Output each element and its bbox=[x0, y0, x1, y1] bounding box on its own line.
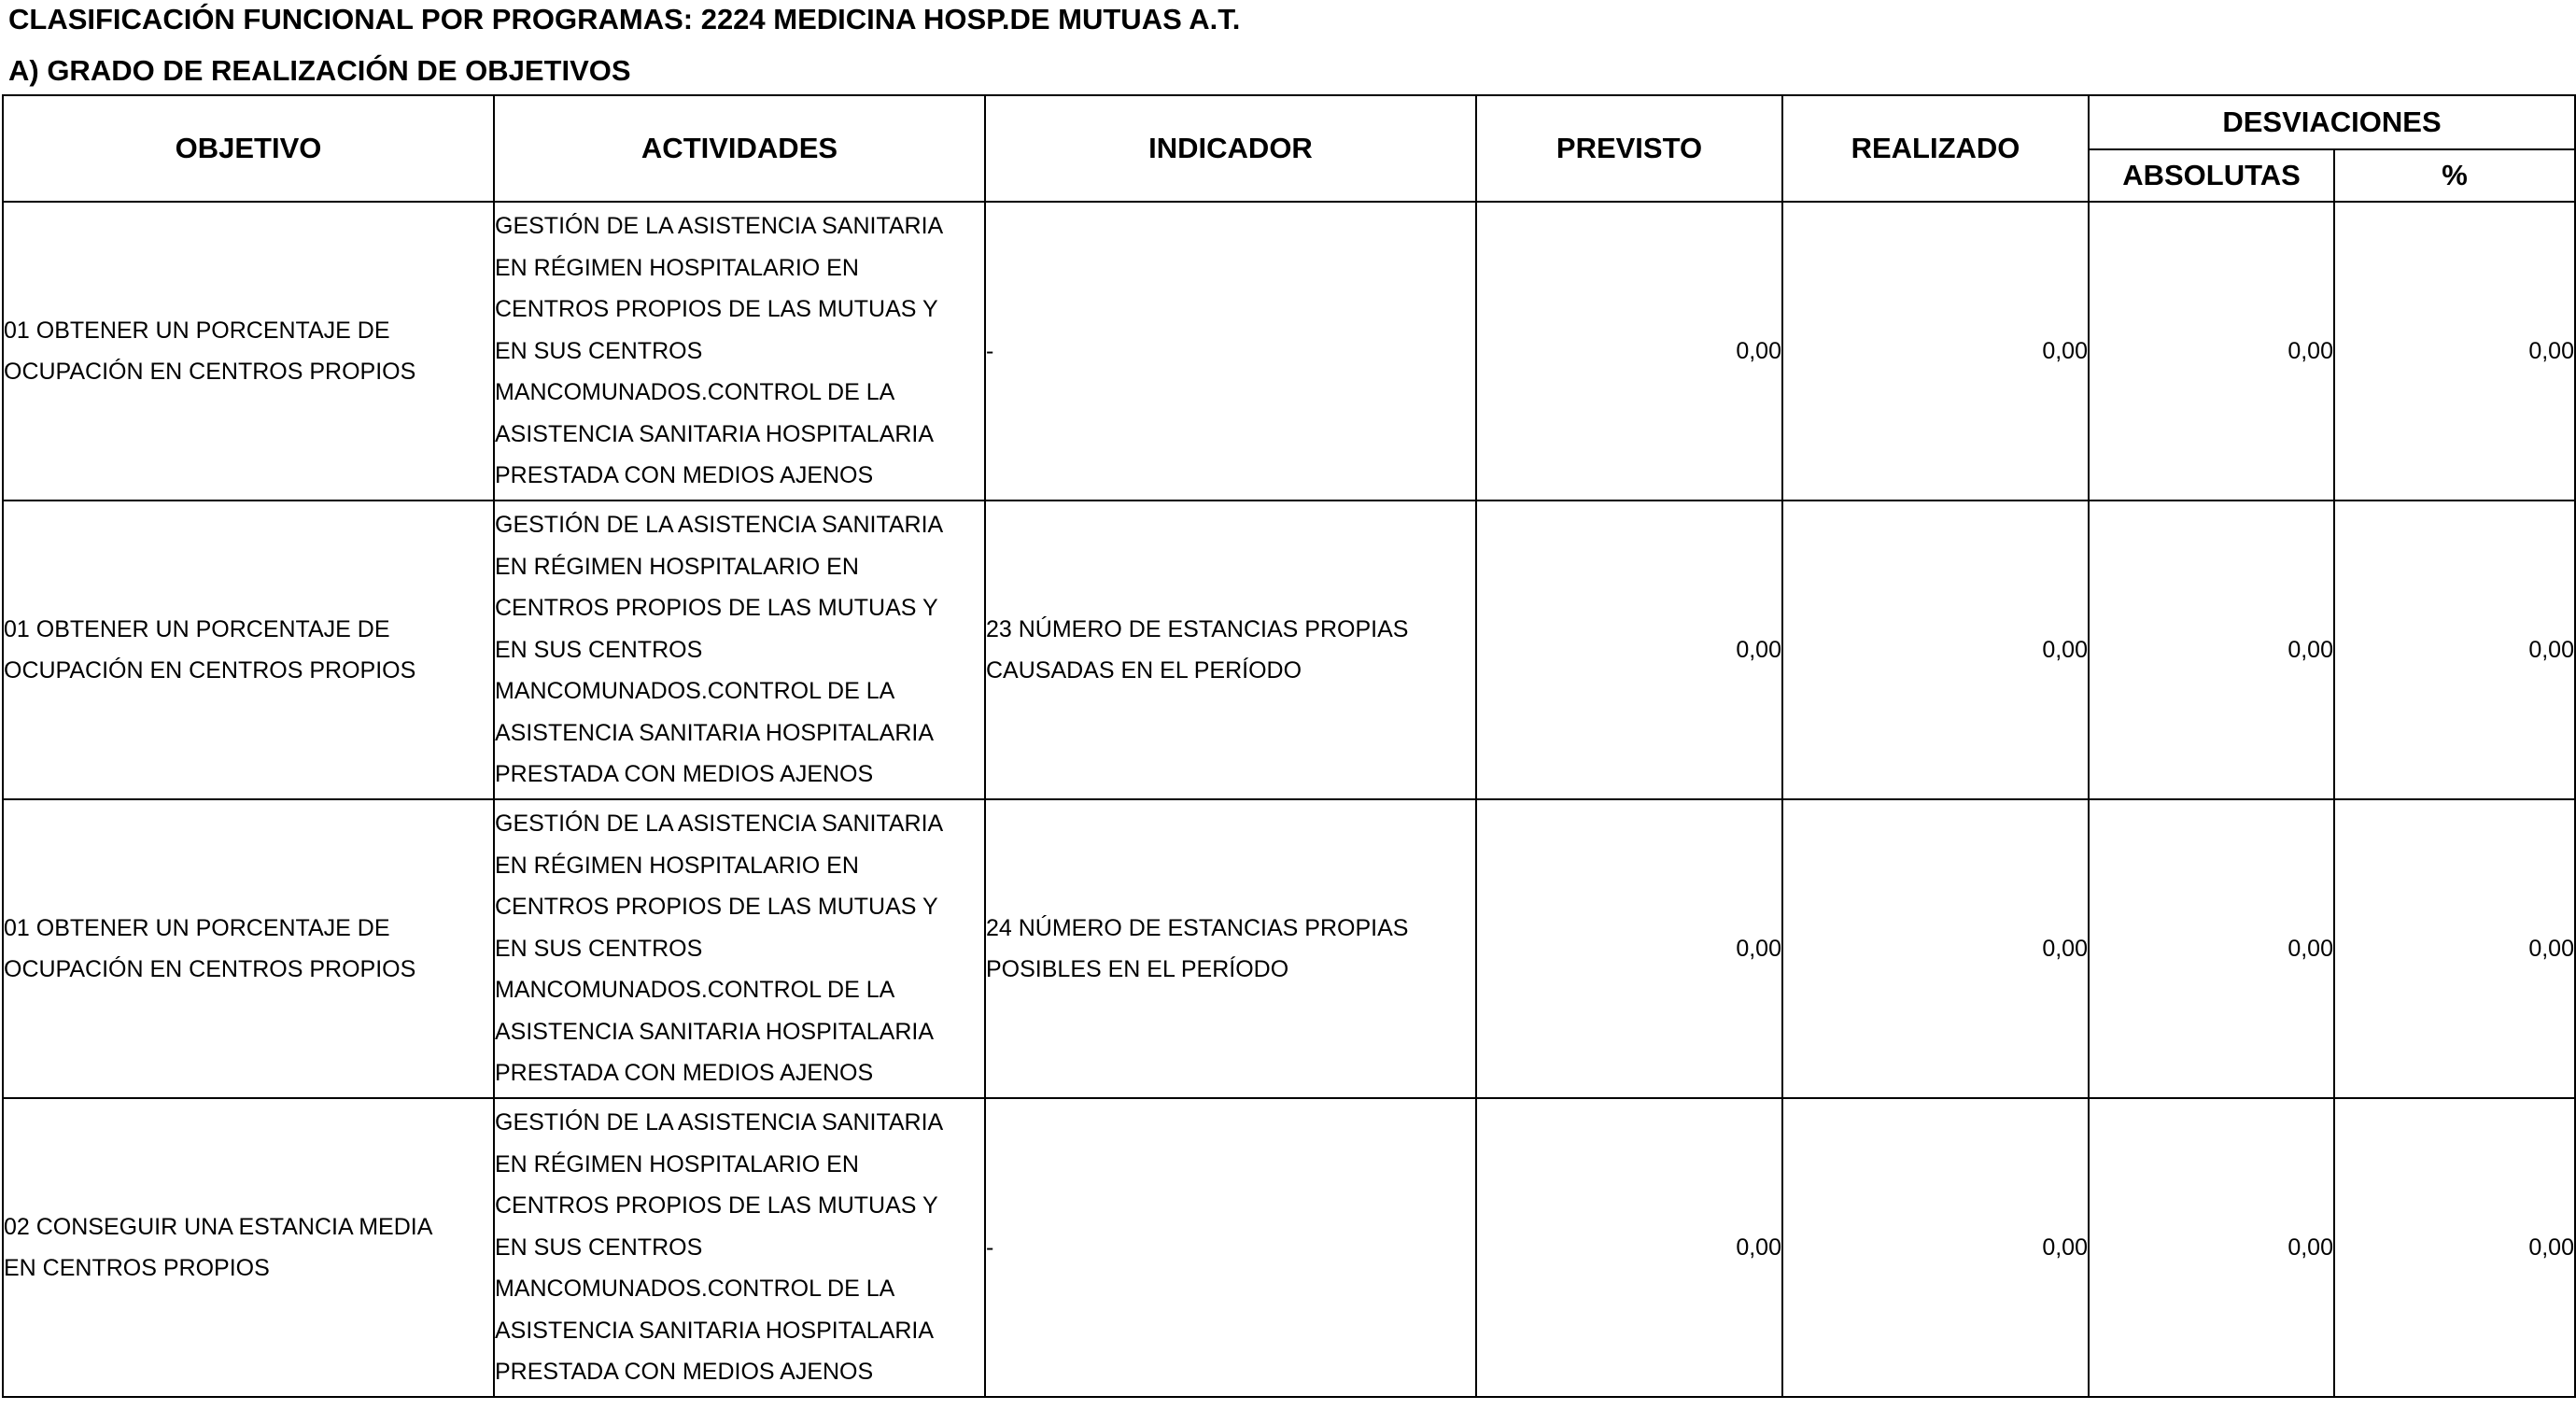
document-title: CLASIFICACIÓN FUNCIONAL POR PROGRAMAS: 2224 MEDICINA HOSP.DE MUTUAS A.T. bbox=[8, 3, 1241, 35]
objetivo-cell-line: 02 CONSEGUIR UNA ESTANCIA MEDIA bbox=[4, 1213, 433, 1240]
actividades-cell-line: PRESTADA CON MEDIOS AJENOS bbox=[495, 1060, 874, 1087]
indicador-cell-line: CAUSADAS EN EL PERÍODO bbox=[986, 657, 1302, 684]
actividades-cell bbox=[494, 1098, 985, 1397]
actividades-cell bbox=[494, 202, 985, 501]
objetivo-cell-line: 01 OBTENER UN PORCENTAJE DE bbox=[4, 317, 390, 344]
objetivo-cell-line: EN CENTROS PROPIOS bbox=[4, 1255, 270, 1281]
table-row bbox=[3, 501, 2575, 799]
actividades-cell-line: EN SUS CENTROS bbox=[495, 636, 703, 663]
objetivo-cell-line: OCUPACIÓN EN CENTROS PROPIOS bbox=[4, 359, 416, 385]
objetivo-cell bbox=[3, 202, 494, 501]
actividades-cell-line: ASISTENCIA SANITARIA HOSPITALARIA bbox=[495, 420, 935, 447]
actividades-cell-line: EN RÉGIMEN HOSPITALARIO EN bbox=[495, 254, 859, 281]
indicador-cell-line: 24 NÚMERO DE ESTANCIAS PROPIAS bbox=[986, 914, 1409, 941]
column-header-actividades: ACTIVIDADES bbox=[494, 95, 985, 202]
column-header-indicador: INDICADOR bbox=[985, 95, 1476, 202]
actividades-cell bbox=[494, 501, 985, 799]
previsto-cell: 0,00 bbox=[1476, 202, 1782, 501]
column-header-absolutas: ABSOLUTAS bbox=[2089, 149, 2334, 202]
porcentaje-cell: 0,00 bbox=[2334, 202, 2575, 501]
realizado-cell: 0,00 bbox=[1782, 799, 2089, 1098]
objetivo-cell bbox=[3, 501, 494, 799]
objetivo-cell-line: OCUPACIÓN EN CENTROS PROPIOS bbox=[4, 956, 416, 982]
section-title: A) GRADO DE REALIZACIÓN DE OBJETIVOS bbox=[8, 54, 631, 87]
absolutas-cell: 0,00 bbox=[2089, 501, 2334, 799]
actividades-cell-line: MANCOMUNADOS.CONTROL DE LA bbox=[495, 379, 895, 406]
previsto-cell: 0,00 bbox=[1476, 799, 1782, 1098]
actividades-cell-line: ASISTENCIA SANITARIA HOSPITALARIA bbox=[495, 1018, 935, 1045]
objetivo-cell-line: 01 OBTENER UN PORCENTAJE DE bbox=[4, 615, 390, 642]
porcentaje-cell: 0,00 bbox=[2334, 1098, 2575, 1397]
actividades-cell-line: ASISTENCIA SANITARIA HOSPITALARIA bbox=[495, 1317, 935, 1344]
actividades-cell-line: MANCOMUNADOS.CONTROL DE LA bbox=[495, 1276, 895, 1303]
indicador-cell bbox=[985, 799, 1476, 1098]
indicador-cell-line: - bbox=[986, 1234, 994, 1261]
actividades-cell-line: MANCOMUNADOS.CONTROL DE LA bbox=[495, 977, 895, 1004]
actividades-cell-line: EN RÉGIMEN HOSPITALARIO EN bbox=[495, 852, 859, 879]
indicador-cell bbox=[985, 501, 1476, 799]
actividades-cell-line: PRESTADA CON MEDIOS AJENOS bbox=[495, 761, 874, 788]
actividades-cell-line: GESTIÓN DE LA ASISTENCIA SANITARIA bbox=[495, 512, 944, 539]
actividades-cell-line: GESTIÓN DE LA ASISTENCIA SANITARIA bbox=[495, 213, 944, 240]
indicador-cell-line: POSIBLES EN EL PERÍODO bbox=[986, 956, 1289, 982]
column-header-previsto: PREVISTO bbox=[1476, 95, 1782, 202]
realizado-cell: 0,00 bbox=[1782, 202, 2089, 501]
column-header-objetivo: OBJETIVO bbox=[3, 95, 494, 202]
porcentaje-cell: 0,00 bbox=[2334, 501, 2575, 799]
actividades-cell-line: EN SUS CENTROS bbox=[495, 935, 703, 962]
objectives-table bbox=[2, 94, 2576, 1398]
actividades-cell-line: ASISTENCIA SANITARIA HOSPITALARIA bbox=[495, 719, 935, 746]
realizado-cell: 0,00 bbox=[1782, 501, 2089, 799]
table-header-row bbox=[3, 95, 2575, 149]
actividades-cell-line: CENTROS PROPIOS DE LAS MUTUAS Y bbox=[495, 1192, 938, 1220]
indicador-cell-line: 23 NÚMERO DE ESTANCIAS PROPIAS bbox=[986, 615, 1409, 642]
actividades-cell-line: PRESTADA CON MEDIOS AJENOS bbox=[495, 1359, 874, 1386]
actividades-cell-line: GESTIÓN DE LA ASISTENCIA SANITARIA bbox=[495, 1109, 944, 1136]
table-row bbox=[3, 1098, 2575, 1397]
table-row bbox=[3, 202, 2575, 501]
indicador-cell bbox=[985, 202, 1476, 501]
indicador-cell-line: - bbox=[986, 337, 994, 364]
actividades-cell-line: EN SUS CENTROS bbox=[495, 1234, 703, 1261]
objetivo-cell-line: OCUPACIÓN EN CENTROS PROPIOS bbox=[4, 657, 416, 684]
table-body bbox=[3, 202, 2575, 1397]
actividades-cell-line: EN RÉGIMEN HOSPITALARIO EN bbox=[495, 1150, 859, 1177]
absolutas-cell: 0,00 bbox=[2089, 1098, 2334, 1397]
absolutas-cell: 0,00 bbox=[2089, 202, 2334, 501]
actividades-cell-line: CENTROS PROPIOS DE LAS MUTUAS Y bbox=[495, 296, 938, 323]
actividades-cell-line: PRESTADA CON MEDIOS AJENOS bbox=[495, 462, 874, 489]
column-header-realizado: REALIZADO bbox=[1782, 95, 2089, 202]
actividades-cell-line: EN SUS CENTROS bbox=[495, 337, 703, 364]
indicador-cell bbox=[985, 1098, 1476, 1397]
previsto-cell: 0,00 bbox=[1476, 501, 1782, 799]
porcentaje-cell: 0,00 bbox=[2334, 799, 2575, 1098]
absolutas-cell: 0,00 bbox=[2089, 799, 2334, 1098]
actividades-cell-line: CENTROS PROPIOS DE LAS MUTUAS Y bbox=[495, 894, 938, 921]
column-header-porcentaje: % bbox=[2334, 149, 2575, 202]
previsto-cell: 0,00 bbox=[1476, 1098, 1782, 1397]
objetivo-cell bbox=[3, 1098, 494, 1397]
actividades-cell-line: MANCOMUNADOS.CONTROL DE LA bbox=[495, 678, 895, 705]
actividades-cell-line: EN RÉGIMEN HOSPITALARIO EN bbox=[495, 553, 859, 580]
actividades-cell-line: CENTROS PROPIOS DE LAS MUTUAS Y bbox=[495, 595, 938, 622]
realizado-cell: 0,00 bbox=[1782, 1098, 2089, 1397]
actividades-cell bbox=[494, 799, 985, 1098]
objetivo-cell-line: 01 OBTENER UN PORCENTAJE DE bbox=[4, 914, 390, 941]
objetivo-cell bbox=[3, 799, 494, 1098]
table-row bbox=[3, 799, 2575, 1098]
actividades-cell-line: GESTIÓN DE LA ASISTENCIA SANITARIA bbox=[495, 811, 944, 838]
column-header-desviaciones: DESVIACIONES bbox=[2089, 95, 2575, 149]
